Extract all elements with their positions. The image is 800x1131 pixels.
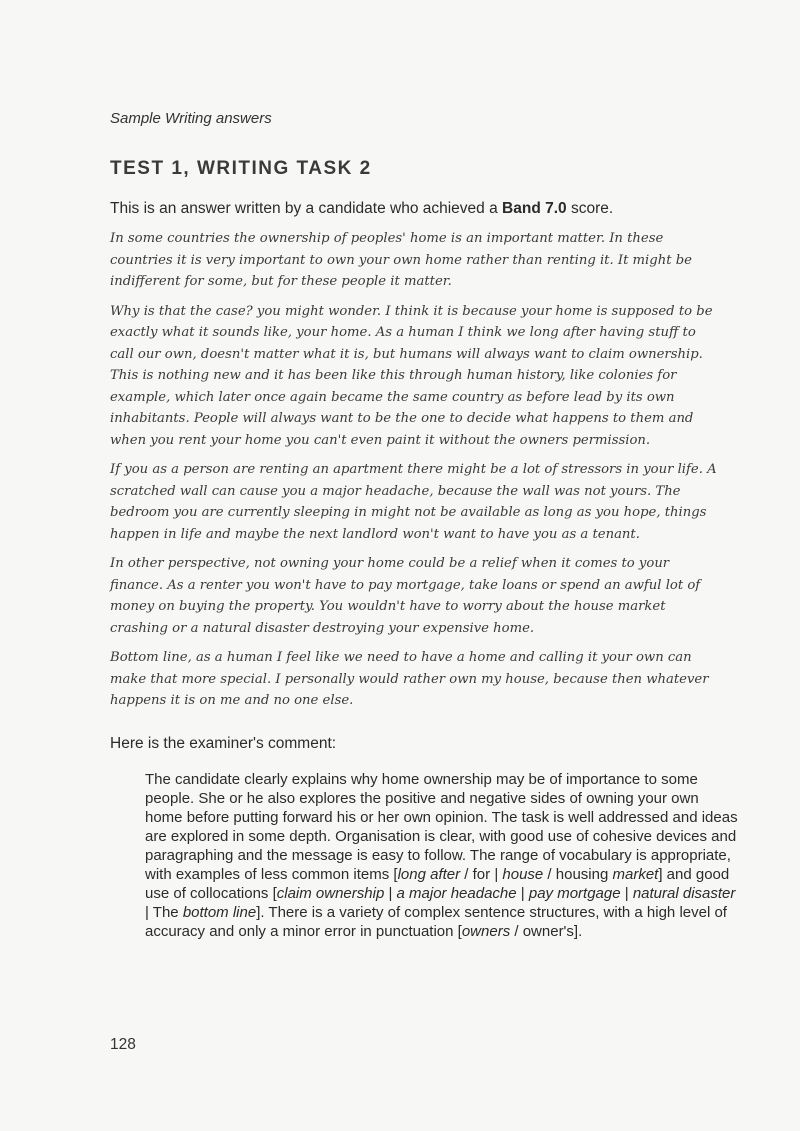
comment-text: / owner's].: [510, 923, 583, 940]
examiner-comment-heading: Here is the examiner's comment:: [110, 735, 337, 752]
comment-text: |: [384, 885, 397, 902]
intro-text-end: score.: [566, 200, 614, 217]
examiner-comment: [145, 770, 740, 941]
comment-term: claim ownership: [276, 885, 385, 902]
comment-term: bottom line: [182, 904, 257, 921]
candidate-answer: [110, 228, 722, 720]
answer-paragraph: Bottom line, as a human I feel like we need to have a home and calling it your own can make that more special. I personally would rather own my house, because then whatever happens it is on me and no one else.: [110, 650, 709, 708]
comment-text: The candidate clearly explains why home ownership may be of importance to some people. She or he also explores the positive and negative sides of owning your own home before putting forward his or her own opinion. The task is well addressed and ideas are explored in some depth. Organisation is clear, with good use of cohesive devices and paragraphing and the message is easy to follow. The range of vocabulary is appropriate, with examples of less common items [: [145, 771, 738, 883]
comment-term: owners: [461, 923, 511, 940]
intro-line: [110, 200, 613, 218]
comment-term: pay mortgage: [528, 885, 621, 902]
comment-text: |: [620, 885, 633, 902]
comment-text: / housing: [543, 866, 613, 883]
comment-term: market: [612, 866, 659, 883]
comment-text: |: [516, 885, 529, 902]
band-score: Band 7.0: [502, 200, 567, 217]
comment-text: | The: [145, 904, 183, 921]
comment-term: natural disaster: [632, 885, 736, 902]
comment-term: long after: [397, 866, 461, 883]
answer-paragraph: If you as a person are renting an apartment there might be a lot of stressors in your life. A scratched wall can cause you a major headache, because the wall was not yours. The bedroom you are currently sleeping in might not be available as long as you hope, things happen in life and maybe the next landlord won't want to have you as a tenant.: [110, 462, 717, 542]
comment-term: a major headache: [396, 885, 517, 902]
page-number: 128: [110, 1036, 136, 1053]
intro-text: This is an answer written by a candidate who achieved a: [110, 200, 503, 217]
answer-paragraph: Why is that the case? you might wonder. I think it is because your home is supposed to be exactly what it sounds like, your home. As a human I think we long after having stuff to call our own, doesn't matter what it is, but humans will always want to claim ownership. This is nothing new and it has been like this through human history, like colonies for example, which later once again became the same country as before lead by its own inhabitants. People will always want to be the one to decide what happens to them and when you rent your home you can't even paint it without the owners permission.: [110, 303, 713, 448]
comment-text: ]. There is a variety of complex sentence structures, with a high level of accuracy and only a minor error in punctuation [: [145, 904, 727, 940]
page-title: TEST 1, WRITING TASK 2: [110, 158, 372, 179]
running-head: Sample Writing answers: [110, 110, 272, 127]
answer-paragraph: In other perspective, not owning your home could be a relief when it comes to your finance. As a renter you won't have to pay mortgage, take loans or spend an awful lot of money on buying the property. You wouldn't have to worry about the house market crashing or a natural disaster destroying your expensive home.: [110, 556, 701, 636]
comment-text: / for |: [460, 866, 503, 883]
comment-term: house: [502, 866, 544, 883]
comment-text: ] and good use of collocations [: [145, 866, 730, 902]
answer-paragraph: In some countries the ownership of peoples' home is an important matter. In these countries it is very important to own your own home rather than renting it. It might be indifferent for some, but for these people it matter.: [110, 231, 692, 289]
